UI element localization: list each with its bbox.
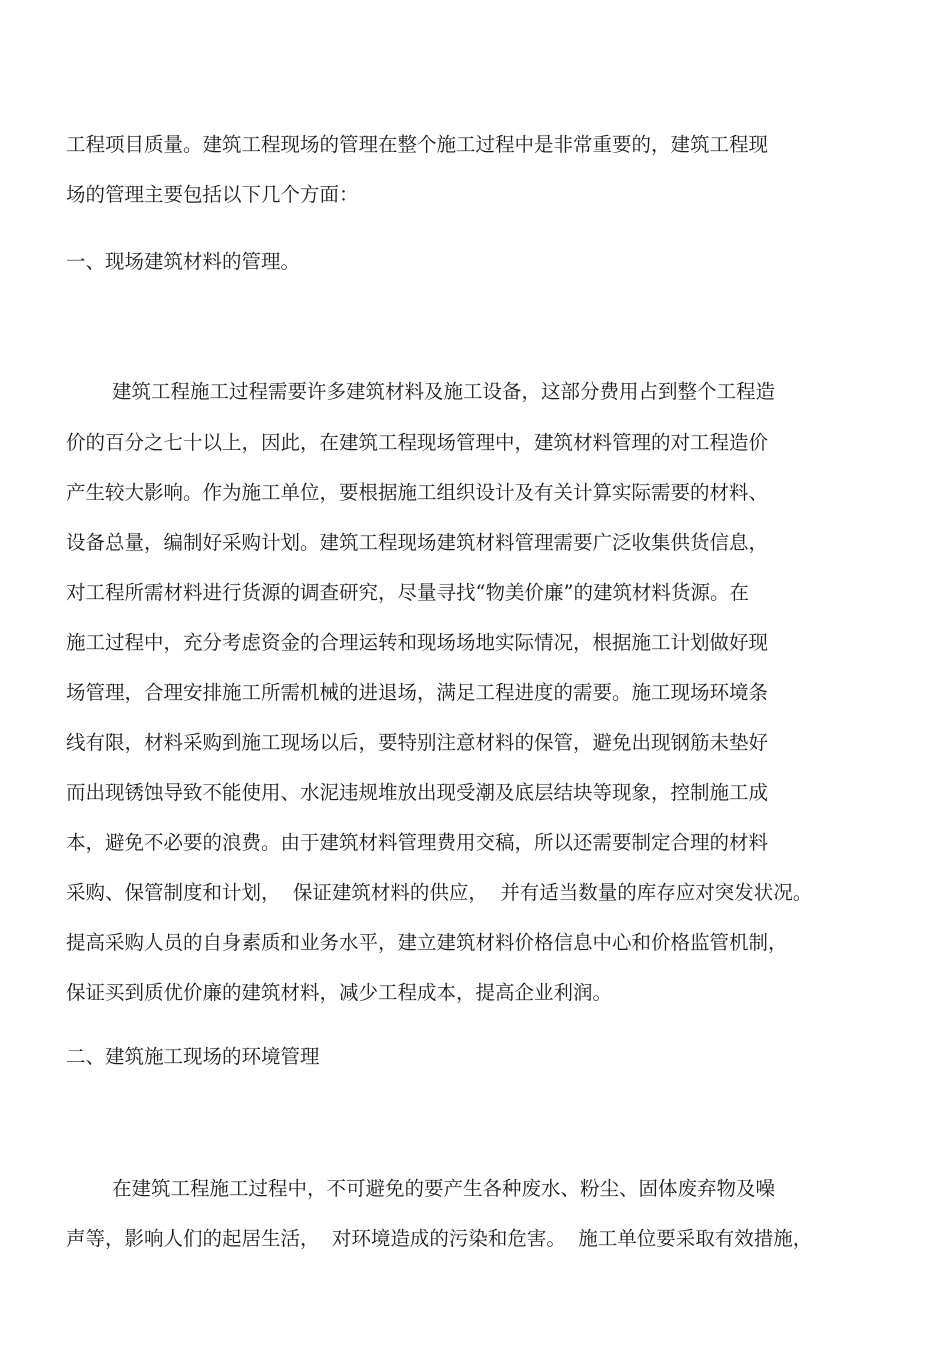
text-line: 声等，影响人们的起居生活， 对环境造成的污染和危害。 施工单位要采取有效措施， — [66, 1227, 813, 1250]
paragraph-first-line: 在建筑工程施工过程中，不可避免的要产生各种废水、粉尘、固体废弃物及噪 — [112, 1177, 776, 1200]
text-line: 采购、保管制度和计划， 保证建筑材料的供应， 并有适当数量的库存应对突发状况。 — [66, 881, 813, 904]
paragraph-first-line: 建筑工程施工过程需要许多建筑材料及施工设备，这部分费用占到整个工程造 — [112, 380, 776, 403]
text-line: 场管理，合理安排施工所需机械的进退场，满足工程进度的需要。施工现场环境条 — [66, 681, 769, 704]
text-line: 场的管理主要包括以下几个方面： — [66, 183, 359, 206]
section-heading-1: 一、现场建筑材料的管理。 — [66, 250, 301, 273]
text-line: 价的百分之七十以上，因此，在建筑工程现场管理中，建筑材料管理的对工程造价 — [66, 431, 769, 454]
section-heading-2: 二、建筑施工现场的环境管理 — [66, 1045, 320, 1068]
text-line: 工程项目质量。建筑工程现场的管理在整个施工过程中是非常重要的，建筑工程现 — [66, 133, 769, 156]
text-line: 提高采购人员的自身素质和业务水平，建立建筑材料价格信息中心和价格监管机制， — [66, 931, 788, 954]
text-line: 产生较大影响。作为施工单位，要根据施工组织设计及有关计算实际需要的材料、 — [66, 481, 769, 504]
text-line: 施工过程中，充分考虑资金的合理运转和现场场地实际情况，根据施工计划做好现 — [66, 631, 769, 654]
text-line: 而出现锈蚀导致不能使用、水泥违规堆放出现受潮及底层结块等现象，控制施工成 — [66, 781, 769, 804]
text-line: 保证买到质优价廉的建筑材料，减少工程成本，提高企业利润。 — [66, 981, 613, 1004]
text-line: 线有限，材料采购到施工现场以后，要特别注意材料的保管，避免出现钢筋未垫好 — [66, 731, 769, 754]
text-line: 对工程所需材料进行货源的调查研究，尽量寻找“物美价廉”的建筑材料货源。在 — [66, 581, 749, 604]
text-line: 设备总量，编制好采购计划。建筑工程现场建筑材料管理需要广泛收集供货信息， — [66, 531, 769, 554]
text-line: 本，避免不必要的浪费。由于建筑材料管理费用交稿，所以还需要制定合理的材料 — [66, 831, 769, 854]
